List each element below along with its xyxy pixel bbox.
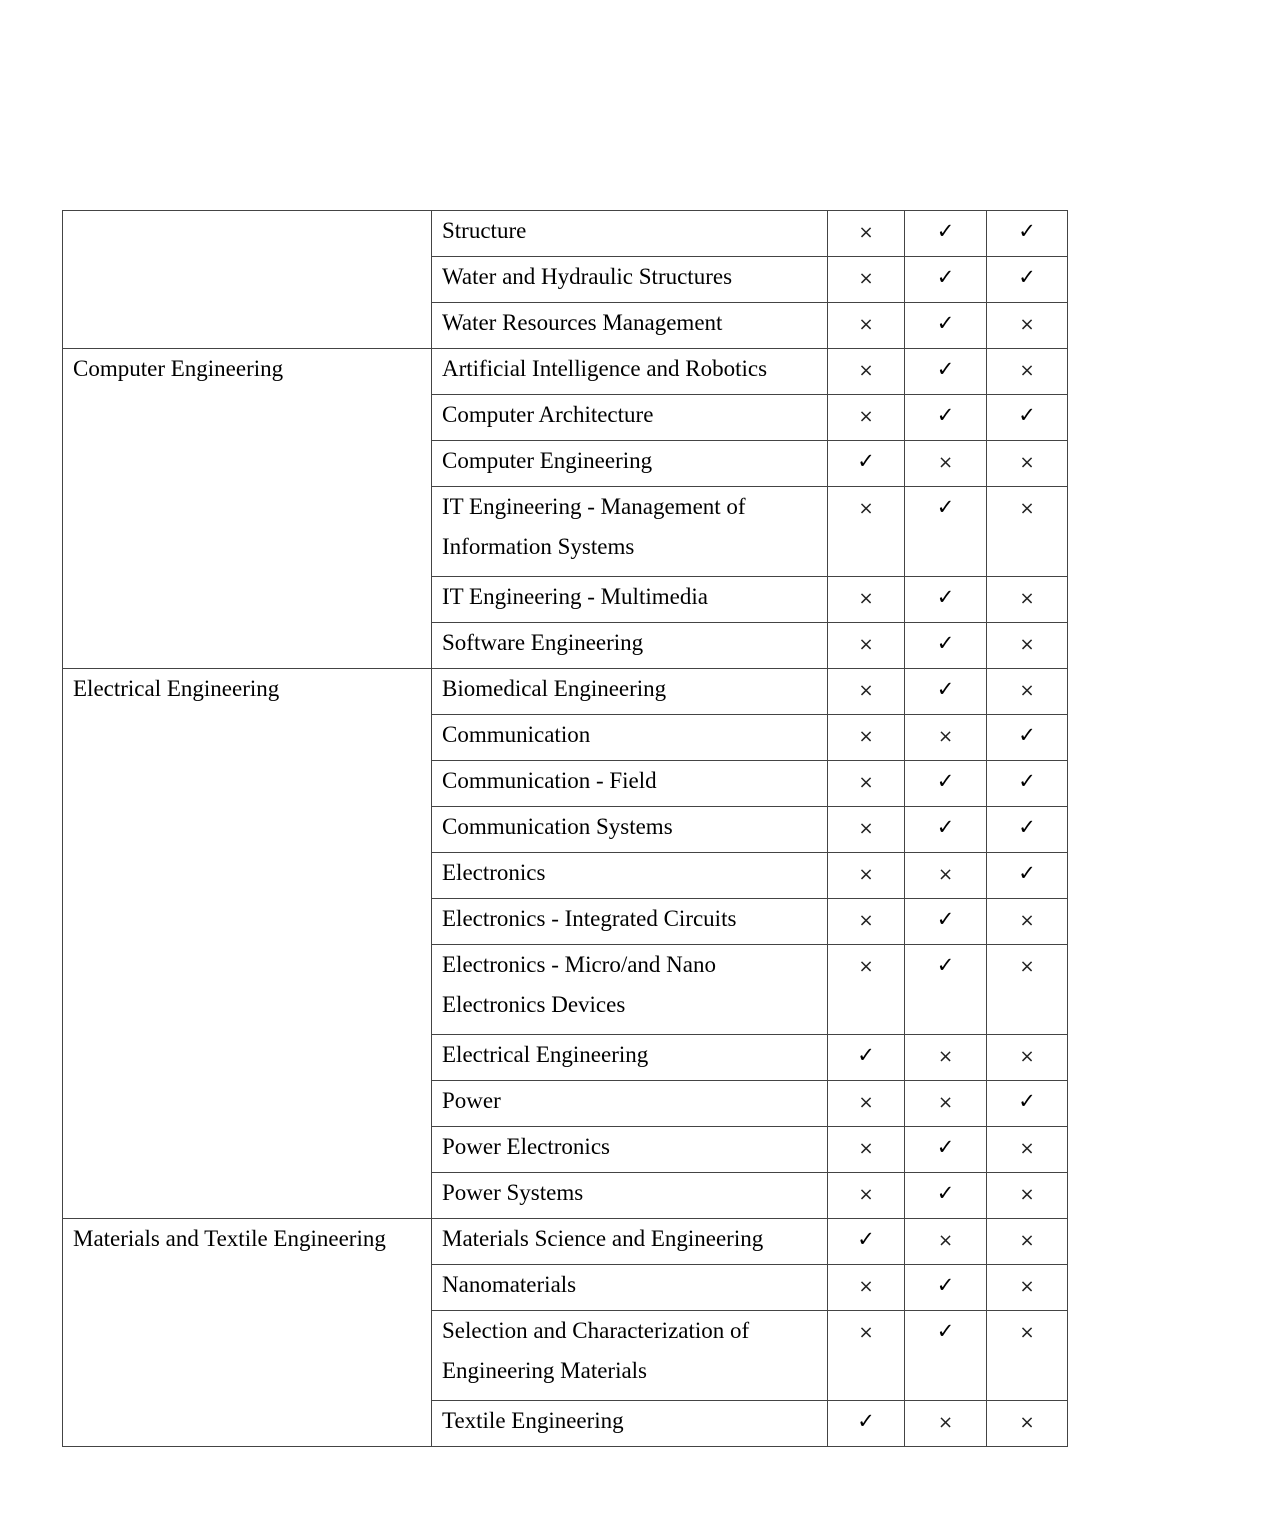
mark-cell-3: [987, 853, 1068, 899]
mark-cell-2: [905, 577, 987, 623]
cross-icon: ×: [858, 222, 874, 243]
mark-cell-2: [905, 761, 987, 807]
cross-icon: ×: [937, 726, 954, 747]
specialization-cell: Computer Engineering: [432, 441, 828, 487]
cross-icon: ×: [858, 314, 874, 335]
cross-icon: ×: [1019, 910, 1035, 931]
cross-icon: ×: [858, 818, 874, 839]
cross-icon: ×: [858, 910, 874, 931]
check-icon: ✓: [936, 907, 955, 931]
mark-cell-2: [905, 303, 987, 349]
mark-cell-3: [987, 899, 1068, 945]
specialization-cell: Artificial Intelligence and Robotics: [432, 349, 828, 395]
mark-cell-2: [905, 1127, 987, 1173]
specialization-cell: Communication - Field: [432, 761, 828, 807]
mark-cell-1: [828, 715, 905, 761]
mark-cell-1: [828, 853, 905, 899]
mark-cell-1: [828, 807, 905, 853]
table-body: [63, 211, 1068, 1447]
mark-cell-1: [828, 945, 905, 1035]
cross-icon: ×: [858, 1322, 874, 1343]
check-icon: ✓: [936, 357, 955, 381]
specialization-cell: Water and Hydraulic Structures: [432, 257, 828, 303]
check-icon: ✓: [1018, 403, 1036, 427]
mark-cell-3: [987, 257, 1068, 303]
check-icon: ✓: [1018, 815, 1036, 839]
specialization-cell: Power Systems: [432, 1173, 828, 1219]
specialization-cell: IT Engineering - Multimedia: [432, 577, 828, 623]
cross-icon: ×: [1019, 314, 1035, 335]
mark-cell-2: [905, 715, 987, 761]
table-row: [63, 349, 1068, 395]
mark-cell-1: [828, 487, 905, 577]
mark-cell-2: [905, 1035, 987, 1081]
mark-cell-2: [905, 395, 987, 441]
mark-cell-3: [987, 669, 1068, 715]
cross-icon: ×: [1019, 1046, 1035, 1067]
table-row: [63, 211, 1068, 257]
cross-icon: ×: [858, 680, 874, 701]
check-icon: ✓: [1018, 219, 1036, 243]
department-cell: Materials and Textile Engineering: [63, 1219, 432, 1447]
mark-cell-3: [987, 945, 1068, 1035]
cross-icon: ×: [858, 1138, 874, 1159]
mark-cell-3: [987, 1311, 1068, 1401]
specialization-cell: Biomedical Engineering: [432, 669, 828, 715]
cross-icon: ×: [858, 864, 874, 885]
cross-icon: ×: [858, 1092, 874, 1113]
mark-cell-2: [905, 441, 987, 487]
mark-cell-1: [828, 303, 905, 349]
check-icon: ✓: [936, 403, 955, 427]
mark-cell-3: [987, 1127, 1068, 1173]
mark-cell-3: [987, 1173, 1068, 1219]
department-cell: Electrical Engineering: [63, 669, 432, 1219]
check-icon: ✓: [857, 1043, 875, 1067]
check-icon: ✓: [936, 219, 955, 243]
mark-cell-3: [987, 441, 1068, 487]
mark-cell-2: [905, 1401, 987, 1447]
mark-cell-1: [828, 1173, 905, 1219]
cross-icon: ×: [937, 1412, 954, 1433]
specialization-cell: Water Resources Management: [432, 303, 828, 349]
cross-icon: ×: [1019, 680, 1035, 701]
cross-icon: ×: [1019, 588, 1035, 609]
mark-cell-1: [828, 1401, 905, 1447]
mark-cell-3: [987, 211, 1068, 257]
mark-cell-1: [828, 669, 905, 715]
specialization-cell: Power: [432, 1081, 828, 1127]
mark-cell-2: [905, 1311, 987, 1401]
check-icon: ✓: [1018, 861, 1036, 885]
cross-icon: ×: [1019, 360, 1035, 381]
check-icon: ✓: [1018, 723, 1036, 747]
mark-cell-3: [987, 303, 1068, 349]
cross-icon: ×: [858, 634, 874, 655]
specialization-cell: Selection and Characterization of Engineering Materials: [432, 1311, 828, 1401]
cross-icon: ×: [1019, 1230, 1035, 1251]
mark-cell-2: [905, 807, 987, 853]
mark-cell-2: [905, 853, 987, 899]
cross-icon: ×: [1019, 1412, 1035, 1433]
mark-cell-1: [828, 623, 905, 669]
specialization-cell: IT Engineering - Management of Information Systems: [432, 487, 828, 577]
check-icon: ✓: [936, 677, 955, 701]
cross-icon: ×: [1019, 1322, 1035, 1343]
cross-icon: ×: [1019, 956, 1035, 977]
mark-cell-1: [828, 211, 905, 257]
specialization-cell: Nanomaterials: [432, 1265, 828, 1311]
cross-icon: ×: [1019, 498, 1035, 519]
mark-cell-2: [905, 669, 987, 715]
cross-icon: ×: [937, 864, 954, 885]
mark-cell-1: [828, 1219, 905, 1265]
check-icon: ✓: [936, 1273, 955, 1297]
mark-cell-3: [987, 807, 1068, 853]
cross-icon: ×: [937, 452, 954, 473]
cross-icon: ×: [937, 1092, 954, 1113]
cross-icon: ×: [858, 956, 874, 977]
specialization-cell: Structure: [432, 211, 828, 257]
cross-icon: ×: [858, 1184, 874, 1205]
specialization-cell: Power Electronics: [432, 1127, 828, 1173]
mark-cell-2: [905, 257, 987, 303]
mark-cell-2: [905, 211, 987, 257]
mark-cell-1: [828, 761, 905, 807]
cross-icon: ×: [858, 498, 874, 519]
cross-icon: ×: [858, 360, 874, 381]
mark-cell-3: [987, 1265, 1068, 1311]
check-icon: ✓: [936, 1181, 955, 1205]
specialization-cell: Textile Engineering: [432, 1401, 828, 1447]
cross-icon: ×: [1019, 1184, 1035, 1205]
mark-cell-3: [987, 1081, 1068, 1127]
check-icon: ✓: [936, 1319, 955, 1343]
mark-cell-3: [987, 349, 1068, 395]
specialization-cell: Electrical Engineering: [432, 1035, 828, 1081]
mark-cell-3: [987, 1219, 1068, 1265]
specialization-cell: Communication: [432, 715, 828, 761]
check-icon: ✓: [936, 495, 955, 519]
mark-cell-2: [905, 487, 987, 577]
mark-cell-1: [828, 1311, 905, 1401]
table-row: [63, 669, 1068, 715]
mark-cell-1: [828, 577, 905, 623]
mark-cell-1: [828, 441, 905, 487]
cross-icon: ×: [858, 268, 874, 289]
specialization-cell: Software Engineering: [432, 623, 828, 669]
mark-cell-1: [828, 257, 905, 303]
table-row: [63, 1219, 1068, 1265]
mark-cell-1: [828, 1081, 905, 1127]
specialization-cell: Materials Science and Engineering: [432, 1219, 828, 1265]
cross-icon: ×: [858, 726, 874, 747]
mark-cell-3: [987, 577, 1068, 623]
mark-cell-3: [987, 623, 1068, 669]
mark-cell-1: [828, 349, 905, 395]
cross-icon: ×: [858, 588, 874, 609]
check-icon: ✓: [936, 1135, 955, 1159]
mark-cell-2: [905, 349, 987, 395]
specialization-cell: Electronics - Micro/and Nano Electronics Devices: [432, 945, 828, 1035]
cross-icon: ×: [1019, 634, 1035, 655]
mark-cell-2: [905, 1265, 987, 1311]
mark-cell-3: [987, 487, 1068, 577]
mark-cell-1: [828, 1127, 905, 1173]
mark-cell-2: [905, 623, 987, 669]
mark-cell-2: [905, 899, 987, 945]
check-icon: ✓: [857, 1409, 875, 1433]
mark-cell-1: [828, 395, 905, 441]
check-icon: ✓: [857, 1227, 875, 1251]
mark-cell-3: [987, 1401, 1068, 1447]
mark-cell-3: [987, 761, 1068, 807]
specialization-table: [62, 210, 1068, 1447]
cross-icon: ×: [937, 1230, 954, 1251]
mark-cell-3: [987, 1035, 1068, 1081]
check-icon: ✓: [1018, 769, 1036, 793]
check-icon: ✓: [1018, 1089, 1036, 1113]
check-icon: ✓: [936, 631, 955, 655]
specialization-cell: Communication Systems: [432, 807, 828, 853]
check-icon: ✓: [936, 953, 955, 977]
mark-cell-3: [987, 395, 1068, 441]
department-cell: Computer Engineering: [63, 349, 432, 669]
check-icon: ✓: [936, 815, 955, 839]
check-icon: ✓: [936, 265, 955, 289]
cross-icon: ×: [858, 772, 874, 793]
specialization-cell: Computer Architecture: [432, 395, 828, 441]
mark-cell-2: [905, 1219, 987, 1265]
check-icon: ✓: [936, 585, 955, 609]
check-icon: ✓: [1018, 265, 1036, 289]
specialization-cell: Electronics: [432, 853, 828, 899]
mark-cell-2: [905, 1173, 987, 1219]
cross-icon: ×: [858, 406, 874, 427]
department-cell: [63, 211, 432, 349]
check-icon: ✓: [857, 449, 875, 473]
mark-cell-1: [828, 899, 905, 945]
check-icon: ✓: [936, 311, 955, 335]
cross-icon: ×: [937, 1046, 954, 1067]
mark-cell-1: [828, 1035, 905, 1081]
mark-cell-2: [905, 945, 987, 1035]
mark-cell-3: [987, 715, 1068, 761]
cross-icon: ×: [1019, 1276, 1035, 1297]
mark-cell-1: [828, 1265, 905, 1311]
check-icon: ✓: [936, 769, 955, 793]
cross-icon: ×: [858, 1276, 874, 1297]
mark-cell-2: [905, 1081, 987, 1127]
specialization-cell: Electronics - Integrated Circuits: [432, 899, 828, 945]
cross-icon: ×: [1019, 1138, 1035, 1159]
cross-icon: ×: [1019, 452, 1035, 473]
